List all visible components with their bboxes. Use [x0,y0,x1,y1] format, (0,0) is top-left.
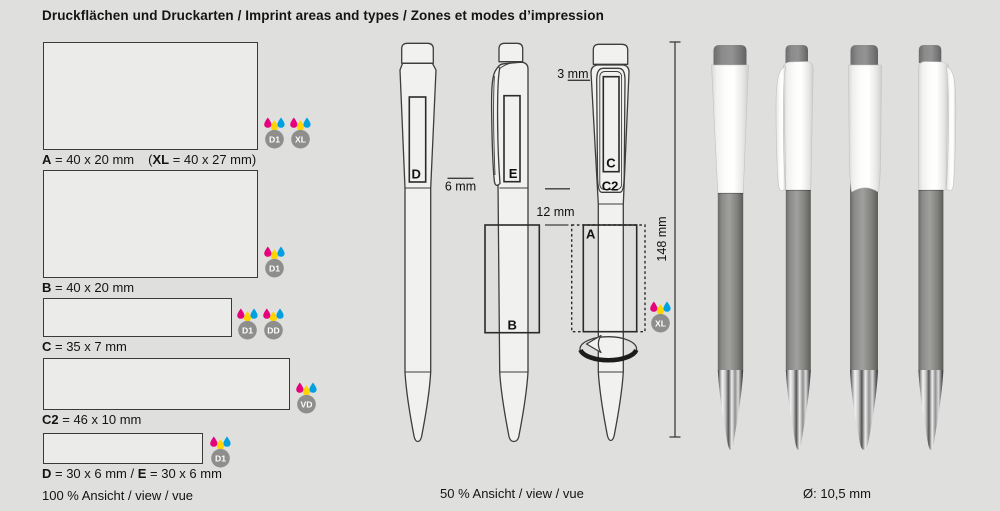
svg-text:D1: D1 [215,453,226,464]
pen-upper-white [784,62,814,191]
print-area-label-de: D = 30 x 6 mm / E = 30 x 6 mm [42,466,222,481]
svg-text:D1: D1 [242,325,253,336]
svg-text:D1: D1 [269,263,280,274]
pen-photo-clip-left [776,45,813,450]
pen-push-button [593,44,627,64]
page-title: Druckflächen und Druckarten / Imprint areas and types / Zones et modes d’impression [42,8,604,23]
dimension-148mm [655,42,681,437]
pen-barrel [718,193,743,370]
dimension-6mm [445,178,476,193]
pen-clip [776,66,786,191]
print-type-icon-d1 [263,117,286,149]
pen-drawing-zone-e-b [485,43,539,441]
zone-letter-b: B [507,317,517,333]
print-area-rect-c [43,298,232,337]
pen-barrel [786,190,811,370]
svg-text:12 mm: 12 mm [536,205,575,219]
pen-barrel [918,190,943,370]
print-area-rect-a [43,42,258,150]
zone-letter-a: A [586,226,596,242]
pen-push-button [786,45,809,63]
pen-push-button [714,45,747,65]
dimension-3mm [557,67,590,81]
print-area-label-b: B = 40 x 20 mm [42,280,135,295]
print-type-icon-xl [289,117,312,149]
zone-letter-d: D [411,166,421,182]
pen-photo-front-view [849,45,882,450]
zone-letter-e: E [508,166,518,181]
print-area-label-a [42,152,256,167]
print-area-label-c2: C2 = 46 x 10 mm [42,412,142,427]
pen-clip [946,66,956,191]
svg-text:VD: VD [300,399,313,410]
print-type-icon-d1 [236,308,259,340]
pen-body [400,63,436,441]
svg-text:DD: DD [267,325,280,336]
pen-push-button [919,45,942,63]
pen-product-photos [700,40,1000,460]
svg-text:148 mm: 148 mm [655,216,669,262]
pen-push-button [851,45,879,65]
caption-scale-100: 100 % Ansicht / view / vue [42,488,194,503]
area-dims-a: = 40 x 20 mm [51,152,135,167]
svg-text:D1: D1 [269,134,280,145]
pen-push-button [402,43,434,63]
zone-letter-c: C [606,155,616,171]
print-type-icon-xl [649,301,672,333]
print-area-rect-b [43,170,258,278]
pen-upper-white [849,65,882,192]
pen-metal-tip [918,370,943,450]
print-type-icon-d1 [263,246,286,278]
print-type-icon-dd [262,308,285,340]
pen-drawing-zone-d [400,43,436,441]
svg-text:XL: XL [295,134,306,145]
pen-push-button [499,43,523,61]
pen-drawing-zone-c-a [572,44,645,440]
caption-scale-50: 50 % Ansicht / view / vue [440,486,584,501]
print-type-icon-vd [295,382,318,414]
caption-diameter: Ø: 10,5 mm [803,486,871,501]
pen-photo-back-view [712,45,749,450]
pen-metal-tip [718,370,743,450]
zone-letter-c2: C2 [601,178,619,194]
pen-photo-clip-right [918,45,955,450]
pen-line-drawings [380,38,690,458]
svg-text:6 mm: 6 mm [444,179,477,194]
svg-text:XL: XL [655,318,666,329]
print-area-rect-de [43,433,203,464]
print-type-icon-d1 [209,436,232,468]
area-key-a: A [42,152,52,167]
pen-clip-front [597,68,625,192]
pen-metal-tip [786,370,811,450]
pen-upper-white [712,65,749,193]
svg-text:3 mm: 3 mm [557,67,589,81]
pen-upper-white [918,62,948,191]
print-area-rect-c2 [43,358,290,410]
pen-barrel [850,178,878,370]
dimension-12mm [536,189,574,225]
pen-metal-tip [850,370,878,450]
pen-body [497,62,528,441]
print-area-label-c: C = 35 x 7 mm [42,339,127,354]
area-note-a: (XL = 40 x 27 mm) [148,152,257,167]
